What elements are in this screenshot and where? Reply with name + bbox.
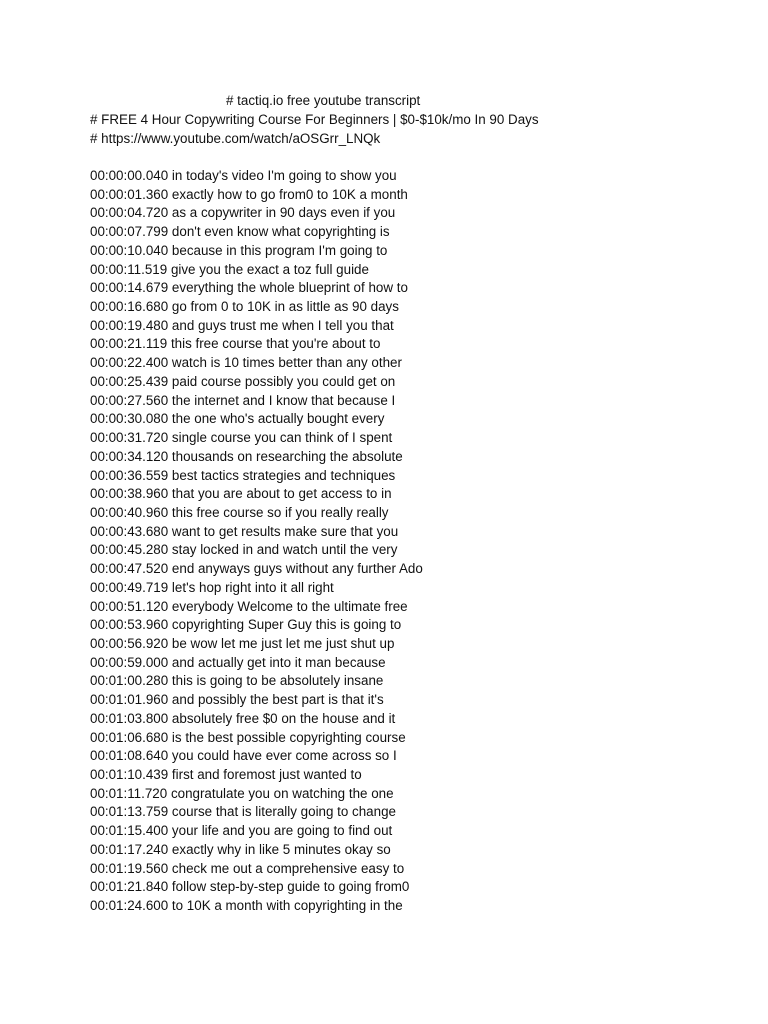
caption-text: in today's video I'm going to show you [171,168,397,183]
transcript-line [90,467,730,486]
timestamp: 00:00:27.560 [90,392,169,408]
transcript-line [90,523,730,542]
caption-text: follow step-by-step guide to going from0 [171,879,410,895]
transcript-line [90,860,730,879]
caption-text: as a copywriter in 90 days even if you [171,205,396,221]
timestamp: 00:01:08.640 [90,748,169,764]
timestamp: 00:01:01.960 [90,692,169,708]
transcript-line [90,317,730,336]
transcript-line [90,448,730,467]
caption-text: this free course that you're about to [170,336,381,352]
caption-text: everybody Welcome to the ultimate free [171,598,408,614]
transcript-line [90,261,730,280]
timestamp: 00:00:38.960 [90,486,169,502]
caption-text: best tactics strategies and techniques [171,467,396,483]
timestamp: 00:01:24.600 [90,898,169,914]
caption-text: and possibly the best part is that it's [171,692,384,708]
timestamp: 00:00:40.960 [90,504,169,520]
timestamp: 00:00:53.960 [90,617,169,633]
timestamp: 00:00:51.120 [90,598,169,614]
transcript-line [90,279,730,298]
caption-text: exactly why in like 5 minutes okay so [171,841,391,857]
caption-text: absolutely free $0 on the house and it [171,710,396,726]
caption-text: is the best possible copyrighting course [171,729,406,745]
caption-text: and guys trust me when I tell you that [171,317,394,333]
caption-text: end anyways guys without any further Ado [171,561,423,577]
timestamp: 00:00:25.439 [90,373,169,389]
timestamp: 00:00:00.040 [90,168,169,183]
timestamp: 00:00:56.920 [90,635,169,651]
transcript-line [90,579,730,598]
caption-text: let's hop right into it all right [171,579,334,595]
transcript-line [90,747,730,766]
timestamp: 00:01:11.720 [90,785,168,801]
transcript-line [90,504,730,523]
timestamp: 00:01:06.680 [90,729,169,745]
transcript-line [90,485,730,504]
transcript-lines [90,167,730,916]
caption-text: course that is literally going to change [171,804,396,820]
timestamp: 00:00:19.480 [90,317,169,333]
timestamp: 00:00:47.520 [90,561,169,577]
caption-text: and actually get into it man because [171,654,386,670]
caption-text: your life and you are going to find out [171,823,393,839]
timestamp: 00:01:13.759 [90,804,169,820]
timestamp: 00:00:49.719 [90,579,169,595]
transcript-line [90,785,730,804]
timestamp: 00:01:17.240 [90,841,169,857]
transcript-line [90,766,730,785]
timestamp: 00:01:00.280 [90,673,169,689]
transcript-line [90,729,730,748]
transcript-line [90,541,730,560]
timestamp: 00:00:45.280 [90,542,169,558]
transcript-line [90,410,730,429]
caption-text: paid course possibly you could get on [171,373,396,389]
timestamp: 00:00:01.360 [90,186,169,202]
timestamp: 00:00:30.080 [90,411,169,427]
caption-text: give you the exact a toz full guide [170,261,369,277]
timestamp: 00:00:04.720 [90,205,169,221]
caption-text: to 10K a month with copyrighting in the [171,898,403,914]
caption-text: be wow let me just let me just shut up [171,635,395,651]
caption-text: exactly how to go from0 to 10K a month [171,186,408,202]
transcript-line [90,560,730,579]
timestamp: 00:00:22.400 [90,355,169,371]
transcript-line [90,710,730,729]
caption-text: want to get results make sure that you [171,523,399,539]
transcript-line [90,167,730,186]
transcript-line [90,635,730,654]
transcript-line [90,335,730,354]
timestamp: 00:00:14.679 [90,280,169,296]
transcript-line [90,616,730,635]
transcript-line [90,186,730,205]
transcript-line [90,354,730,373]
transcript-line [90,373,730,392]
timestamp: 00:01:03.800 [90,710,169,726]
caption-text: don't even know what copyrighting is [171,224,390,240]
timestamp: 00:01:21.840 [90,879,169,895]
header-video-title: # FREE 4 Hour Copywriting Course For Beginners | $0-$10k/mo In 90 Days [90,111,539,127]
caption-text: copyrighting Super Guy this is going to [171,617,402,633]
transcript-line [90,429,730,448]
transcript-line [90,392,730,411]
timestamp: 00:00:59.000 [90,654,169,670]
caption-text: the one who's actually bought every [171,411,385,427]
caption-text: everything the whole blueprint of how to [171,280,408,296]
caption-text: go from 0 to 10K in as little as 90 days [171,299,399,315]
transcript-line [90,691,730,710]
caption-text: check me out a comprehensive easy to [171,860,405,876]
timestamp: 00:00:11.519 [90,261,168,277]
caption-text: that you are about to get access to in [171,486,392,502]
transcript-line [90,841,730,860]
header-video-url: # https://www.youtube.com/watch/aOSGrr_LNQk [90,130,381,146]
caption-text: you could have ever come across so I [171,748,397,764]
caption-text: this free course so if you really really [171,504,389,520]
transcript-line [90,223,730,242]
timestamp: 00:00:43.680 [90,523,169,539]
transcript-header [90,92,730,148]
transcript-line [90,878,730,897]
transcript-line [90,242,730,261]
timestamp: 00:00:34.120 [90,448,169,464]
transcript-line [90,204,730,223]
timestamp: 00:00:31.720 [90,430,169,446]
caption-text: first and foremost just wanted to [171,767,362,782]
caption-text: watch is 10 times better than any other [171,355,402,371]
transcript-line [90,672,730,691]
caption-text: stay locked in and watch until the very [171,542,398,558]
timestamp: 00:00:36.559 [90,467,169,483]
caption-text: thousands on researching the absolute [171,448,403,464]
caption-text: congratulate you on watching the one [170,785,394,801]
transcript-line [90,298,730,317]
transcript-line [90,654,730,673]
transcript-line [90,803,730,822]
transcript-line [90,897,730,916]
caption-text: because in this program I'm going to [171,242,388,258]
timestamp: 00:00:21.119 [90,336,168,352]
caption-text: single course you can think of I spent [171,430,393,446]
caption-text: the internet and I know that because I [171,392,396,408]
timestamp: 00:00:16.680 [90,299,169,315]
timestamp: 00:00:10.040 [90,242,169,258]
timestamp: 00:00:07.799 [90,224,169,240]
timestamp: 00:01:10.439 [90,767,169,782]
transcript-line [90,822,730,841]
timestamp: 00:01:15.400 [90,823,169,839]
caption-text: this is going to be absolutely insane [171,673,384,689]
timestamp: 00:01:19.560 [90,860,169,876]
transcript-line [90,598,730,617]
header-source-line: # tactiq.io free youtube transcript [226,93,421,108]
